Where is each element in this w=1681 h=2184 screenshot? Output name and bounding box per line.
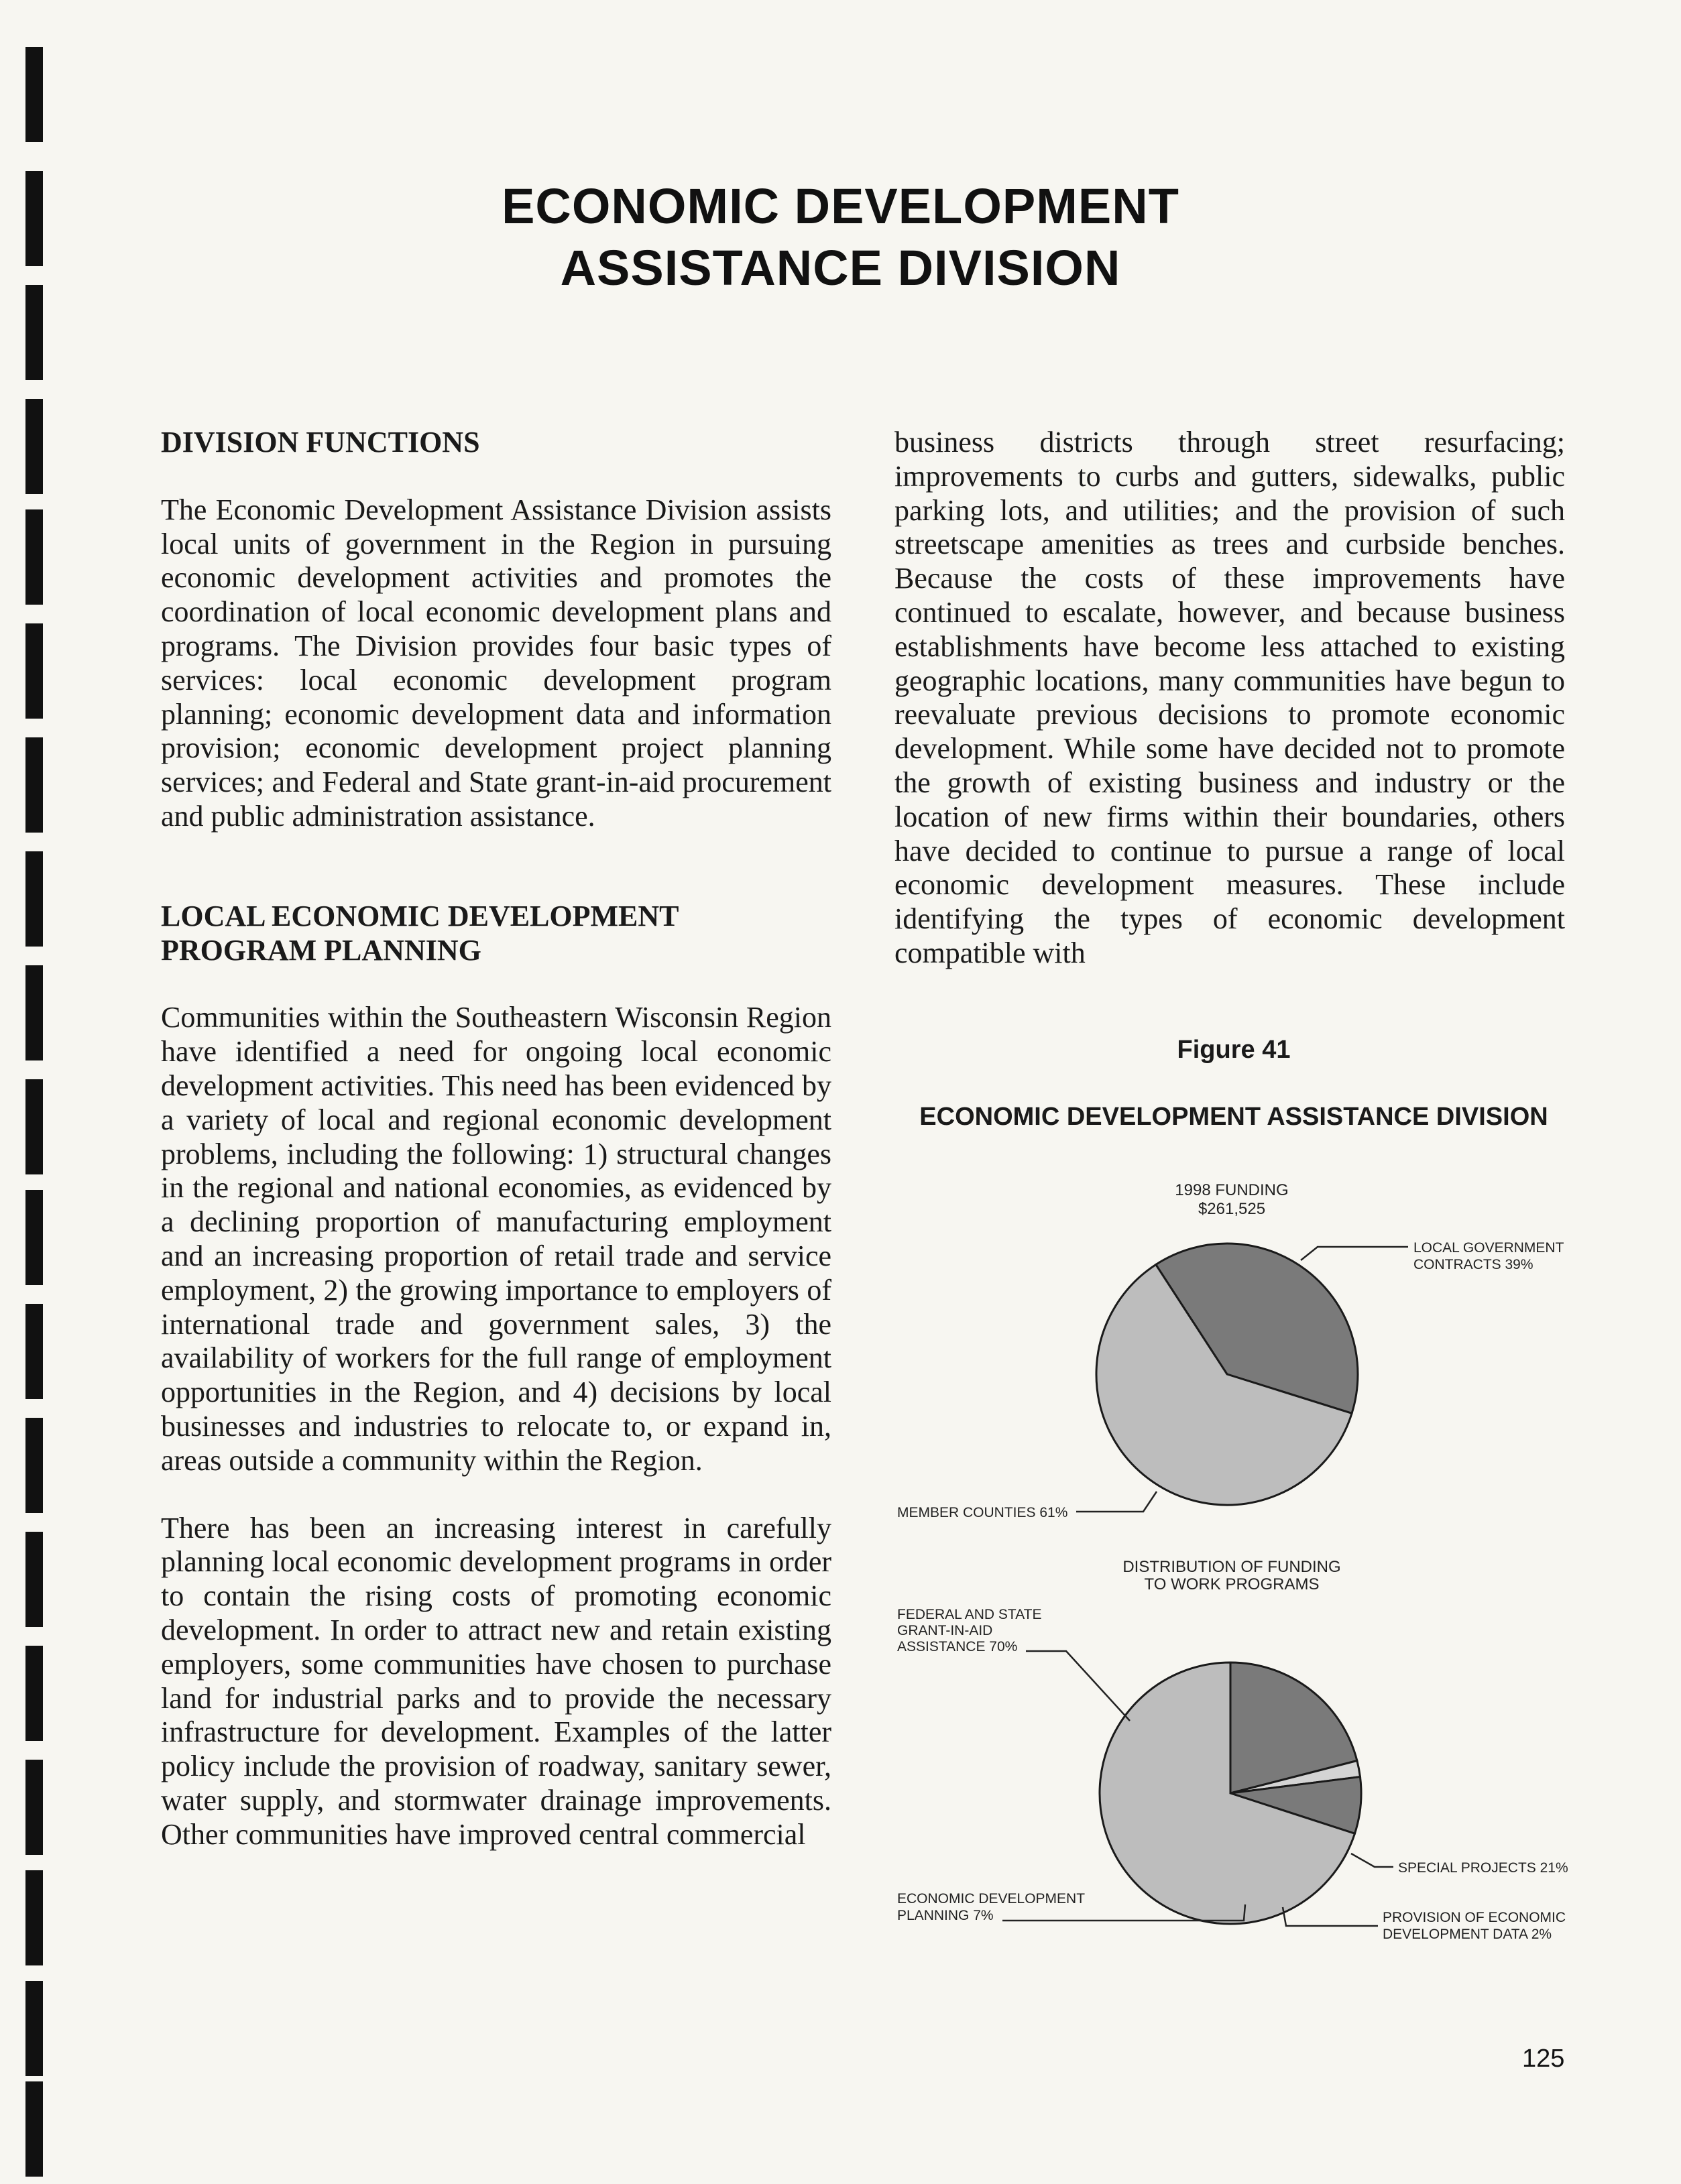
page-title-line2: ASSISTANCE DIVISION bbox=[560, 240, 1121, 296]
binder-mark bbox=[25, 1870, 43, 1965]
leader-line-special-projects bbox=[1351, 1854, 1393, 1867]
heading-local-economic-development bbox=[161, 900, 831, 968]
binder-mark bbox=[25, 399, 43, 494]
leader-line-economic-data bbox=[1283, 1907, 1378, 1926]
label-economic-planning-line1: ECONOMIC DEVELOPMENT bbox=[897, 1891, 1086, 1906]
binder-mark bbox=[25, 509, 43, 605]
paragraph-communities: Communities within the Southeastern Wisconsin Region have identified a need for ongoing local economic development activities. This need has been evidenced by a variety of local and regional economic development problems, including the following: 1) structural changes in the regional and national economies, as evidenced by a declining proportion of manufacturing employment and an increasing proportion of retail trade and service employment, 2) the growing importance to employers of international trade and government sales, 3) the availability of workers for the full range of employment opportunities in the Region, and 4) decisions by local businesses and industries to relocate to, or expand in, areas outside a community within the Region. bbox=[161, 1001, 831, 1477]
chart1-title-line2: $261,525 bbox=[1198, 1200, 1266, 1218]
right-column bbox=[894, 426, 1565, 971]
binder-mark bbox=[25, 623, 43, 719]
figure-number: Figure 41 bbox=[1177, 1036, 1291, 1064]
binder-mark bbox=[25, 1760, 43, 1855]
left-column bbox=[161, 426, 831, 1852]
label-local-government-line1: LOCAL GOVERNMENT bbox=[1413, 1240, 1564, 1256]
label-federal-state-line1: FEDERAL AND STATE bbox=[897, 1607, 1042, 1622]
label-economic-planning-line2: PLANNING 7% bbox=[897, 1908, 994, 1923]
binder-mark bbox=[25, 1532, 43, 1627]
binder-mark bbox=[25, 737, 43, 833]
binder-mark bbox=[25, 965, 43, 1060]
binder-mark bbox=[25, 1646, 43, 1741]
chart1-title-line1: 1998 FUNDING bbox=[1175, 1181, 1289, 1199]
pie-work-programs bbox=[1100, 1662, 1361, 1924]
figure-title: ECONOMIC DEVELOPMENT ASSISTANCE DIVISION bbox=[919, 1103, 1548, 1131]
binder-mark bbox=[25, 2081, 43, 2177]
binder-mark bbox=[25, 1190, 43, 1285]
leader-line-member-counties bbox=[1076, 1492, 1157, 1512]
binder-mark bbox=[25, 1981, 43, 2076]
pie-1998-funding bbox=[1096, 1243, 1358, 1505]
chart2-title-line1: DISTRIBUTION OF FUNDING bbox=[1122, 1558, 1341, 1576]
leader-line-local-government bbox=[1301, 1247, 1408, 1260]
paragraph-division-functions: The Economic Development Assistance Division assists local units of government in the Region in pursuing economic development activities and promotes the coordination of local economic development plans and programs. The Division provides four basic types of services: local economic development program planning; economic development data and information provision; economic development project planning services; and Federal and State grant-in-aid procurement and public administration assistance. bbox=[161, 493, 831, 833]
heading-line: LOCAL ECONOMIC DEVELOPMENT bbox=[161, 899, 679, 932]
label-economic-data-line1: PROVISION OF ECONOMIC bbox=[1383, 1910, 1566, 1925]
label-local-government-line2: CONTRACTS 39% bbox=[1413, 1257, 1533, 1272]
page-number: 125 bbox=[1522, 2045, 1565, 2073]
label-federal-state-line3: ASSISTANCE 70% bbox=[897, 1639, 1018, 1654]
binder-mark bbox=[25, 1079, 43, 1174]
heading-line: PROGRAM PLANNING bbox=[161, 933, 481, 967]
paragraph-business-districts: business districts through street resurfacing; improvements to curbs and gutters, sidewalks, public parking lots, and utilities; and the provision of such streetscape amenities as trees and curbside benches. Because the costs of these improvements have continued to escalate, however, and because business establishments have become less attached to existing geographic locations, many communities have begun to reevaluate previous decisions to promote economic development. While some have decided not to promote the growth of existing business and industry or the location of new firms within their boundaries, others have decided to continue to pursue a range of local economic development measures. These include identifying the types of economic development compatible with bbox=[894, 426, 1565, 969]
page-title-line1: ECONOMIC DEVELOPMENT bbox=[502, 178, 1179, 234]
binder-mark bbox=[25, 285, 43, 380]
figure-charts bbox=[892, 1036, 1576, 1988]
binder-mark bbox=[25, 47, 43, 142]
chart2-title-line2: TO WORK PROGRAMS bbox=[1144, 1575, 1320, 1593]
label-special-projects: SPECIAL PROJECTS 21% bbox=[1398, 1860, 1568, 1876]
page-title bbox=[0, 176, 1681, 299]
label-economic-data-line2: DEVELOPMENT DATA 2% bbox=[1383, 1927, 1552, 1942]
label-federal-state-line2: GRANT-IN-AID bbox=[897, 1623, 993, 1638]
binder-mark bbox=[25, 1418, 43, 1513]
heading-division-functions: DIVISION FUNCTIONS bbox=[161, 426, 480, 459]
paragraph-planning-interest: There has been an increasing interest in carefully planning local economic development programs in order to contain the rising costs of promoting economic development. In order to attract new and retain existing employers, some communities have chosen to purchase land for industrial parks and to provide the necessary infrastructure for development. Examples of the latter policy include the provision of roadway, sanitary sewer, water supply, and stormwater drainage improvements. Other communities have improved central commercial bbox=[161, 1511, 831, 1851]
binder-marks bbox=[0, 0, 54, 2184]
leader-line-federal-state bbox=[1026, 1651, 1130, 1721]
binder-mark bbox=[25, 1304, 43, 1399]
binder-mark bbox=[25, 851, 43, 947]
figure-41 bbox=[892, 1036, 1576, 1988]
label-member-counties: MEMBER COUNTIES 61% bbox=[897, 1505, 1068, 1520]
